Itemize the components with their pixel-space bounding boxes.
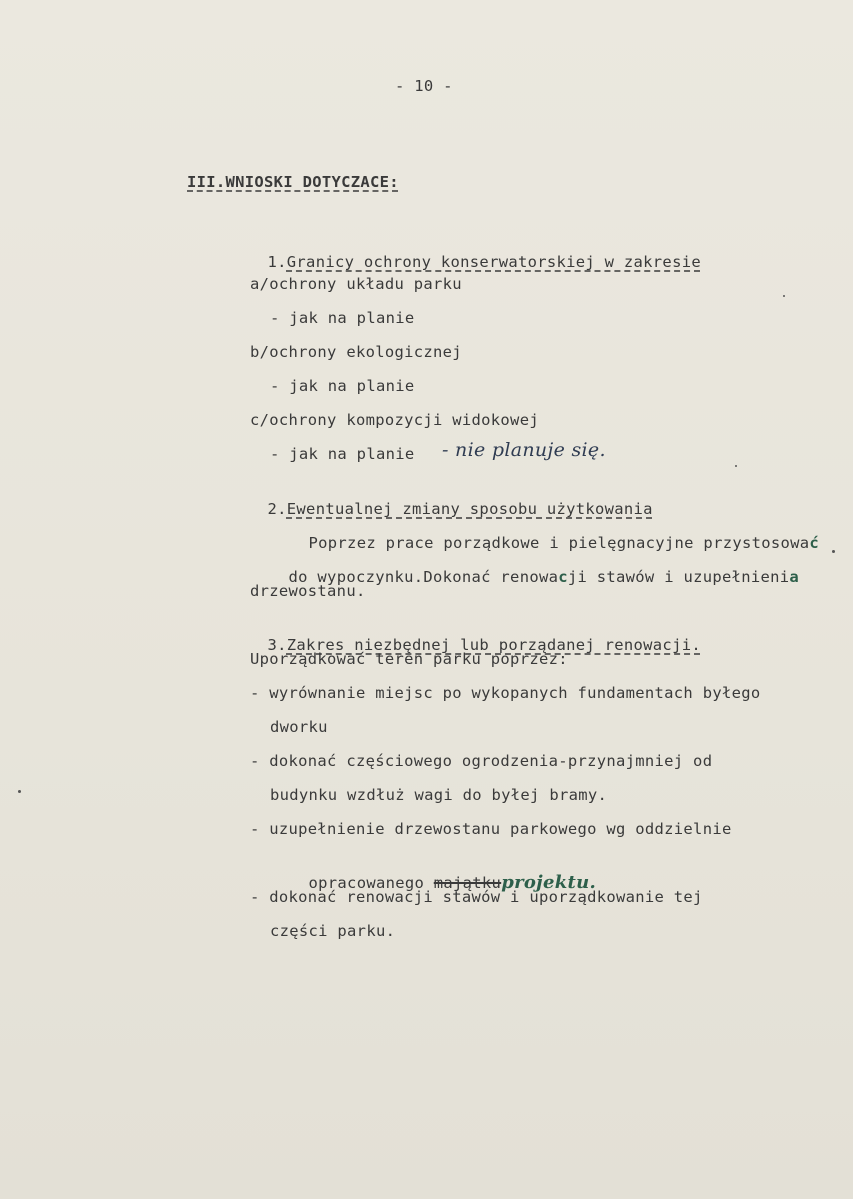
page-number: - 10 - <box>395 77 453 95</box>
section-2-line-3: drzewostanu. <box>250 582 366 600</box>
section-3-intro: Uporządkować teren parku poprzez: <box>250 650 568 668</box>
section-1-item-b: b/ochrony ekologicznej <box>250 343 462 361</box>
section-3-item-4a: - dokonać renowacji stawów i uporządkowanie tej <box>250 888 703 906</box>
section-3-item-1b: dworku <box>270 718 328 736</box>
section-3-number: 3. <box>267 636 287 654</box>
handwritten-word-projektu: projektu. <box>501 872 597 893</box>
section-heading: III.WNIOSKI DOTYCZACE: <box>187 173 399 191</box>
section-1-item-b-sub: - jak na planie <box>270 377 415 395</box>
section-1-item-a: a/ochrony układu parku <box>250 275 462 293</box>
section-1-number: 1. <box>267 253 287 271</box>
section-2-number: 2. <box>267 500 287 518</box>
paper-speck <box>18 790 21 793</box>
section-1-item-c-sub: - jak na planie <box>270 445 415 463</box>
section-2-line-2b: ji stawów i uzupełnieni <box>567 568 790 586</box>
paper-speck <box>832 550 835 553</box>
handwritten-correction-c2: c <box>558 568 568 586</box>
paper-speck <box>783 295 785 297</box>
section-3-item-1a: - wyrównanie miejsc po wykopanych fundamentach byłego <box>250 684 761 702</box>
section-3-item-4b: części parku. <box>270 922 396 940</box>
section-1-item-a-sub: - jak na planie <box>270 309 415 327</box>
struck-word-majatku: majątku <box>433 874 502 892</box>
section-1-title-text: Granicy ochrony konserwatorskiej w zakresie <box>286 253 701 271</box>
section-3-item-2b: budynku wzdłuż wagi do byłej bramy. <box>270 786 608 804</box>
section-2-title-text: Ewentualnej zmiany sposobu użytkowania <box>286 500 653 518</box>
handwritten-note-nie-planuje: - nie planuje się. <box>442 439 606 461</box>
section-3-item-2a: - dokonać częściowego ogrodzenia-przynajmniej od <box>250 752 713 770</box>
section-3-item-3b-text: opracowanego <box>308 874 434 892</box>
handwritten-correction-a: a <box>789 568 800 586</box>
section-1-item-c: c/ochrony kompozycji widokowej <box>250 411 539 429</box>
section-3-item-3a: - uzupełnienie drzewostanu parkowego wg oddzielnie <box>250 820 732 838</box>
paper-speck <box>735 465 737 467</box>
section-3-title-text: Zakres niezbędnej lub porządanej renowacji. <box>286 636 701 654</box>
handwritten-correction-c: ć <box>809 534 820 552</box>
section-2-line-1-text: Poprzez prace porządkowe i pielęgnacyjne przystosowa <box>308 534 810 552</box>
section-2-line-2a: do wypoczynku.Dokonać renowa <box>288 568 559 586</box>
